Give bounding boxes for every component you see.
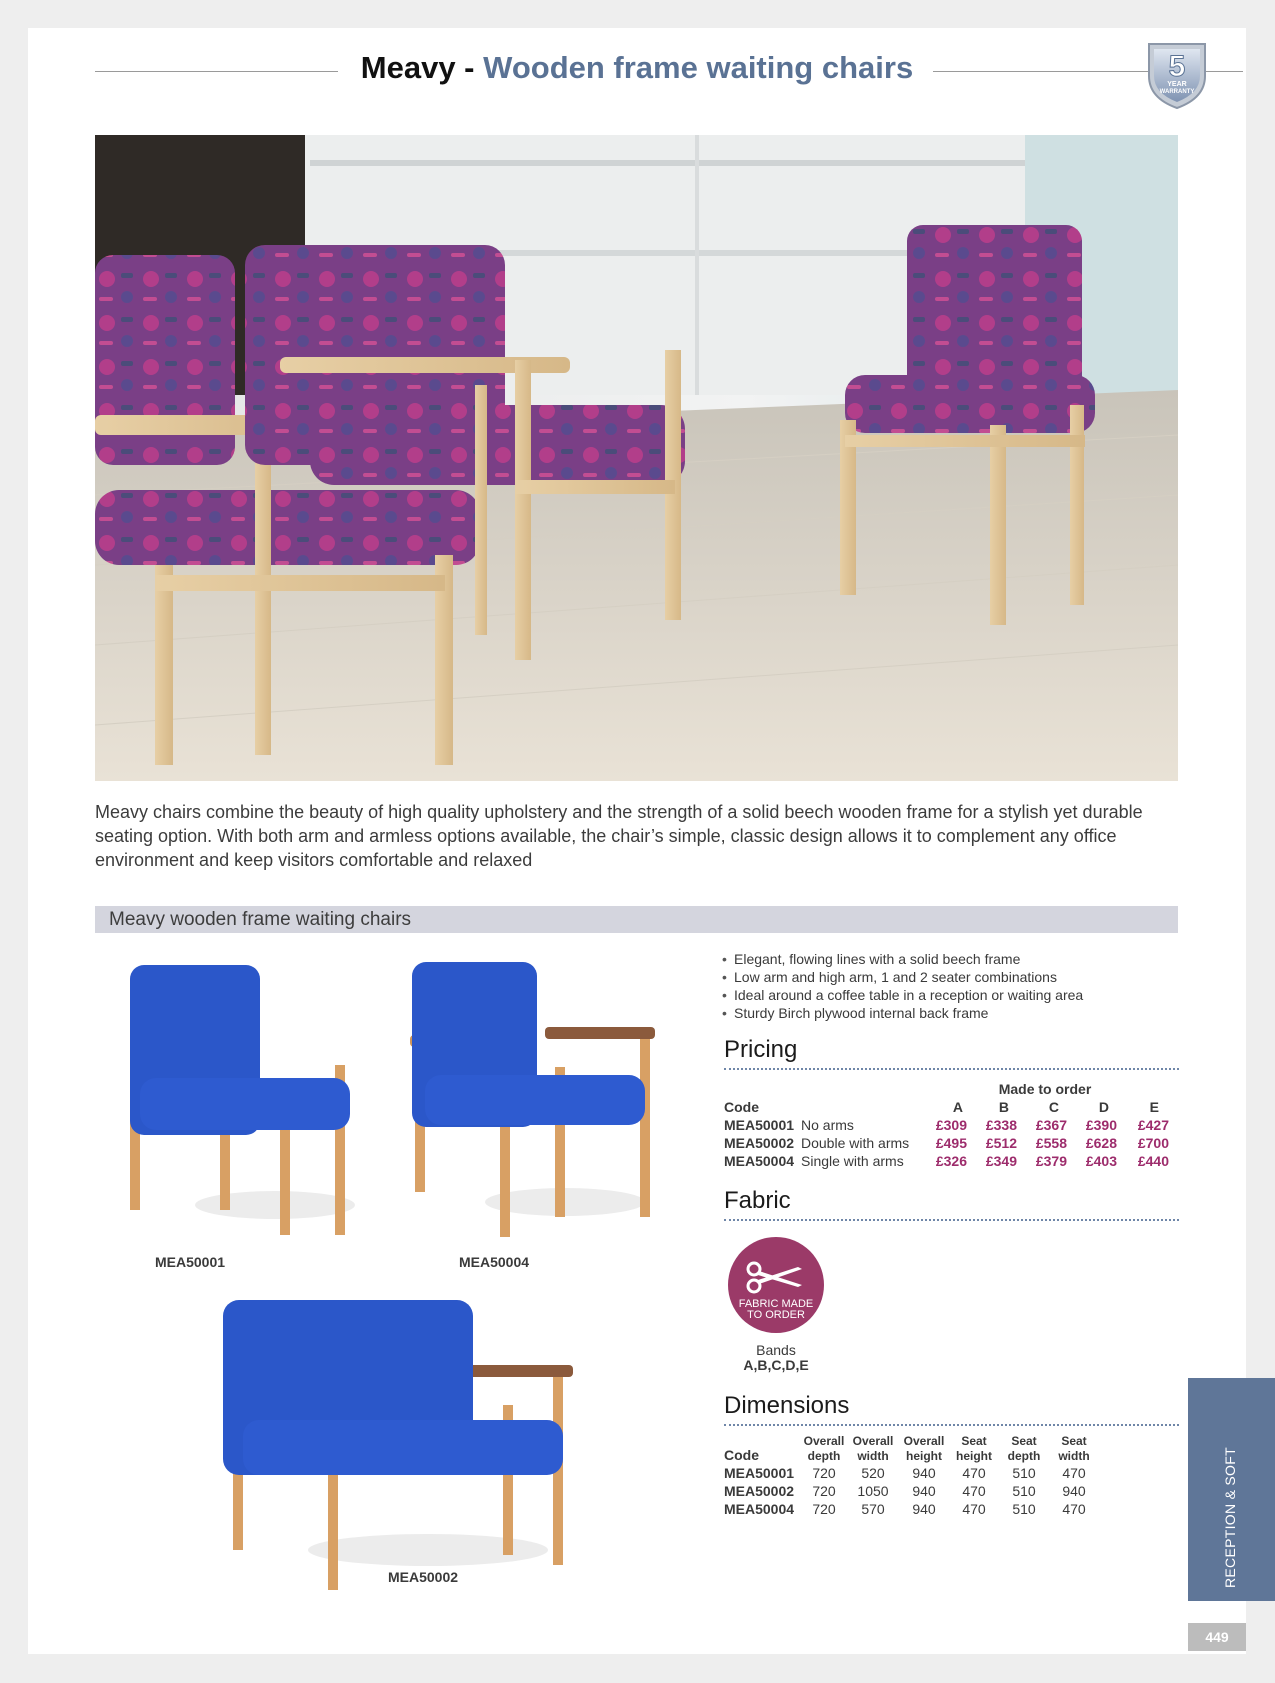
fabric-divider — [724, 1219, 1179, 1221]
pricing-divider — [724, 1068, 1179, 1070]
hero-photo — [95, 135, 1178, 781]
product-code-label: MEA50004 — [459, 1254, 530, 1270]
table-row — [724, 1116, 1169, 1134]
product-image-mea50002 — [218, 1295, 573, 1595]
product-image-mea50001 — [125, 960, 365, 1250]
fabric-heading: Fabric — [724, 1187, 791, 1214]
dim-cell: 720 — [812, 1501, 836, 1517]
price-cell: £700 — [1137, 1135, 1169, 1151]
feature-item: • Sturdy Birch plywood internal back frame — [720, 1004, 1083, 1022]
feature-list — [720, 950, 1083, 1022]
price-cell: £403 — [1085, 1153, 1117, 1169]
dim-cell: 470 — [1062, 1465, 1086, 1481]
feature-item: • Elegant, flowing lines with a solid beech frame — [720, 950, 1083, 968]
band-header: C — [1048, 1099, 1059, 1115]
warranty-years: 5 — [1168, 50, 1186, 83]
row-desc: Single with arms — [801, 1153, 904, 1169]
dim-cell: 940 — [912, 1501, 936, 1517]
row-code: MEA50004 — [724, 1153, 795, 1169]
pricing-heading: Pricing — [724, 1036, 798, 1063]
warranty-shield-icon — [1145, 38, 1209, 110]
row-code: MEA50002 — [724, 1483, 795, 1499]
price-cell: £349 — [985, 1153, 1017, 1169]
dimensions-divider — [724, 1424, 1179, 1426]
fabric-badge-text — [728, 1299, 824, 1321]
dim-cell: 520 — [861, 1465, 885, 1481]
price-cell: £512 — [985, 1135, 1017, 1151]
title-rule-left — [95, 71, 338, 72]
dim-cell: 470 — [962, 1465, 986, 1481]
side-tab-label: RECEPTION & SOFT — [1222, 1447, 1238, 1588]
dim-col-header: Seat — [1011, 1434, 1037, 1448]
table-row — [724, 1500, 1099, 1518]
page-title — [347, 50, 927, 86]
row-desc: Double with arms — [801, 1135, 910, 1151]
warranty-label-1: YEAR — [1167, 81, 1187, 88]
dimensions-heading: Dimensions — [724, 1392, 850, 1419]
price-cell: £440 — [1137, 1153, 1169, 1169]
price-cell: £326 — [935, 1153, 967, 1169]
row-code: MEA50001 — [724, 1465, 795, 1481]
page-number: 449 — [1188, 1623, 1246, 1651]
dim-col-header: Seat — [1061, 1434, 1087, 1448]
page-header — [95, 48, 1175, 94]
price-cell: £495 — [935, 1135, 967, 1151]
dim-cell: 1050 — [857, 1483, 889, 1499]
dim-cell: 720 — [812, 1483, 836, 1499]
code-header: Code — [724, 1099, 759, 1115]
row-desc: No arms — [801, 1117, 854, 1133]
dim-col-header: height — [906, 1449, 942, 1463]
dim-cell: 510 — [1012, 1465, 1036, 1481]
product-code-label: MEA50002 — [388, 1569, 459, 1585]
price-cell: £338 — [985, 1117, 1017, 1133]
bands-value: A,B,C,D,E — [743, 1357, 809, 1373]
intro-paragraph: Meavy chairs combine the beauty of high quality upholstery and the strength of a solid beech wooden frame for a stylish yet durable seating option. With both arm and armless options available, the chair’s simple, classic design allows it to complement any office environment and keep visitors comfortable and relaxed — [95, 802, 1143, 870]
section-title: Meavy wooden frame waiting chairs — [109, 909, 412, 930]
dim-col-header: depth — [1007, 1449, 1041, 1463]
price-cell: £628 — [1085, 1135, 1117, 1151]
dim-col-header: Seat — [961, 1434, 987, 1448]
fabric-badge-line: TO ORDER — [747, 1309, 805, 1321]
price-cell: £558 — [1035, 1135, 1067, 1151]
fabric-bands — [728, 1343, 824, 1373]
fabric-badge-line: FABRIC MADE — [738, 1298, 814, 1310]
scissors-icon — [746, 1259, 806, 1295]
table-row — [724, 1152, 1169, 1170]
section-header — [95, 906, 1178, 933]
price-cell: £390 — [1085, 1117, 1117, 1133]
row-code: MEA50001 — [724, 1117, 795, 1133]
dim-cell: 940 — [1062, 1483, 1086, 1499]
dim-cell: 470 — [962, 1483, 986, 1499]
made-to-order-label: Made to order — [998, 1081, 1092, 1097]
dim-col-header: height — [956, 1449, 992, 1463]
dim-col-header: width — [1058, 1449, 1090, 1463]
dimensions-table — [724, 1434, 1099, 1518]
row-code: MEA50002 — [724, 1135, 795, 1151]
dim-cell: 720 — [812, 1465, 836, 1481]
title-sub: Wooden frame waiting chairs — [483, 50, 914, 85]
section-side-tab[interactable] — [1188, 1378, 1275, 1601]
pricing-table — [724, 1080, 1169, 1170]
table-row — [724, 1482, 1099, 1500]
warranty-label-2: WARRANTY — [1159, 89, 1195, 95]
dim-cell: 940 — [912, 1465, 936, 1481]
product-code-label: MEA50001 — [155, 1254, 226, 1270]
price-cell: £427 — [1137, 1117, 1169, 1133]
dim-cell: 470 — [962, 1501, 986, 1517]
dim-cell: 940 — [912, 1483, 936, 1499]
price-cell: £379 — [1035, 1153, 1067, 1169]
band-header: D — [1098, 1099, 1109, 1115]
dim-cell: 570 — [861, 1501, 885, 1517]
dim-col-header: Overall — [803, 1434, 845, 1448]
dim-col-header: depth — [807, 1449, 841, 1463]
band-header: E — [1149, 1099, 1159, 1115]
feature-item: • Ideal around a coffee table in a reception or waiting area — [720, 986, 1083, 1004]
price-cell: £309 — [935, 1117, 967, 1133]
dim-col-header: width — [857, 1449, 889, 1463]
feature-item: • Low arm and high arm, 1 and 2 seater combinations — [720, 968, 1083, 986]
band-header: B — [998, 1099, 1009, 1115]
bands-label: Bands — [756, 1342, 796, 1358]
price-cell: £367 — [1035, 1117, 1067, 1133]
fabric-made-to-order-badge — [728, 1237, 824, 1333]
title-main: Meavy - — [360, 50, 484, 85]
code-header: Code — [724, 1447, 759, 1463]
dim-cell: 510 — [1012, 1483, 1036, 1499]
table-row — [724, 1134, 1169, 1152]
band-header: A — [952, 1099, 963, 1115]
dim-cell: 470 — [1062, 1501, 1086, 1517]
dim-cell: 510 — [1012, 1501, 1036, 1517]
product-image-mea50004 — [405, 957, 655, 1247]
row-code: MEA50004 — [724, 1501, 795, 1517]
table-row — [724, 1464, 1099, 1482]
dim-col-header: Overall — [903, 1434, 945, 1448]
dim-col-header: Overall — [852, 1434, 894, 1448]
